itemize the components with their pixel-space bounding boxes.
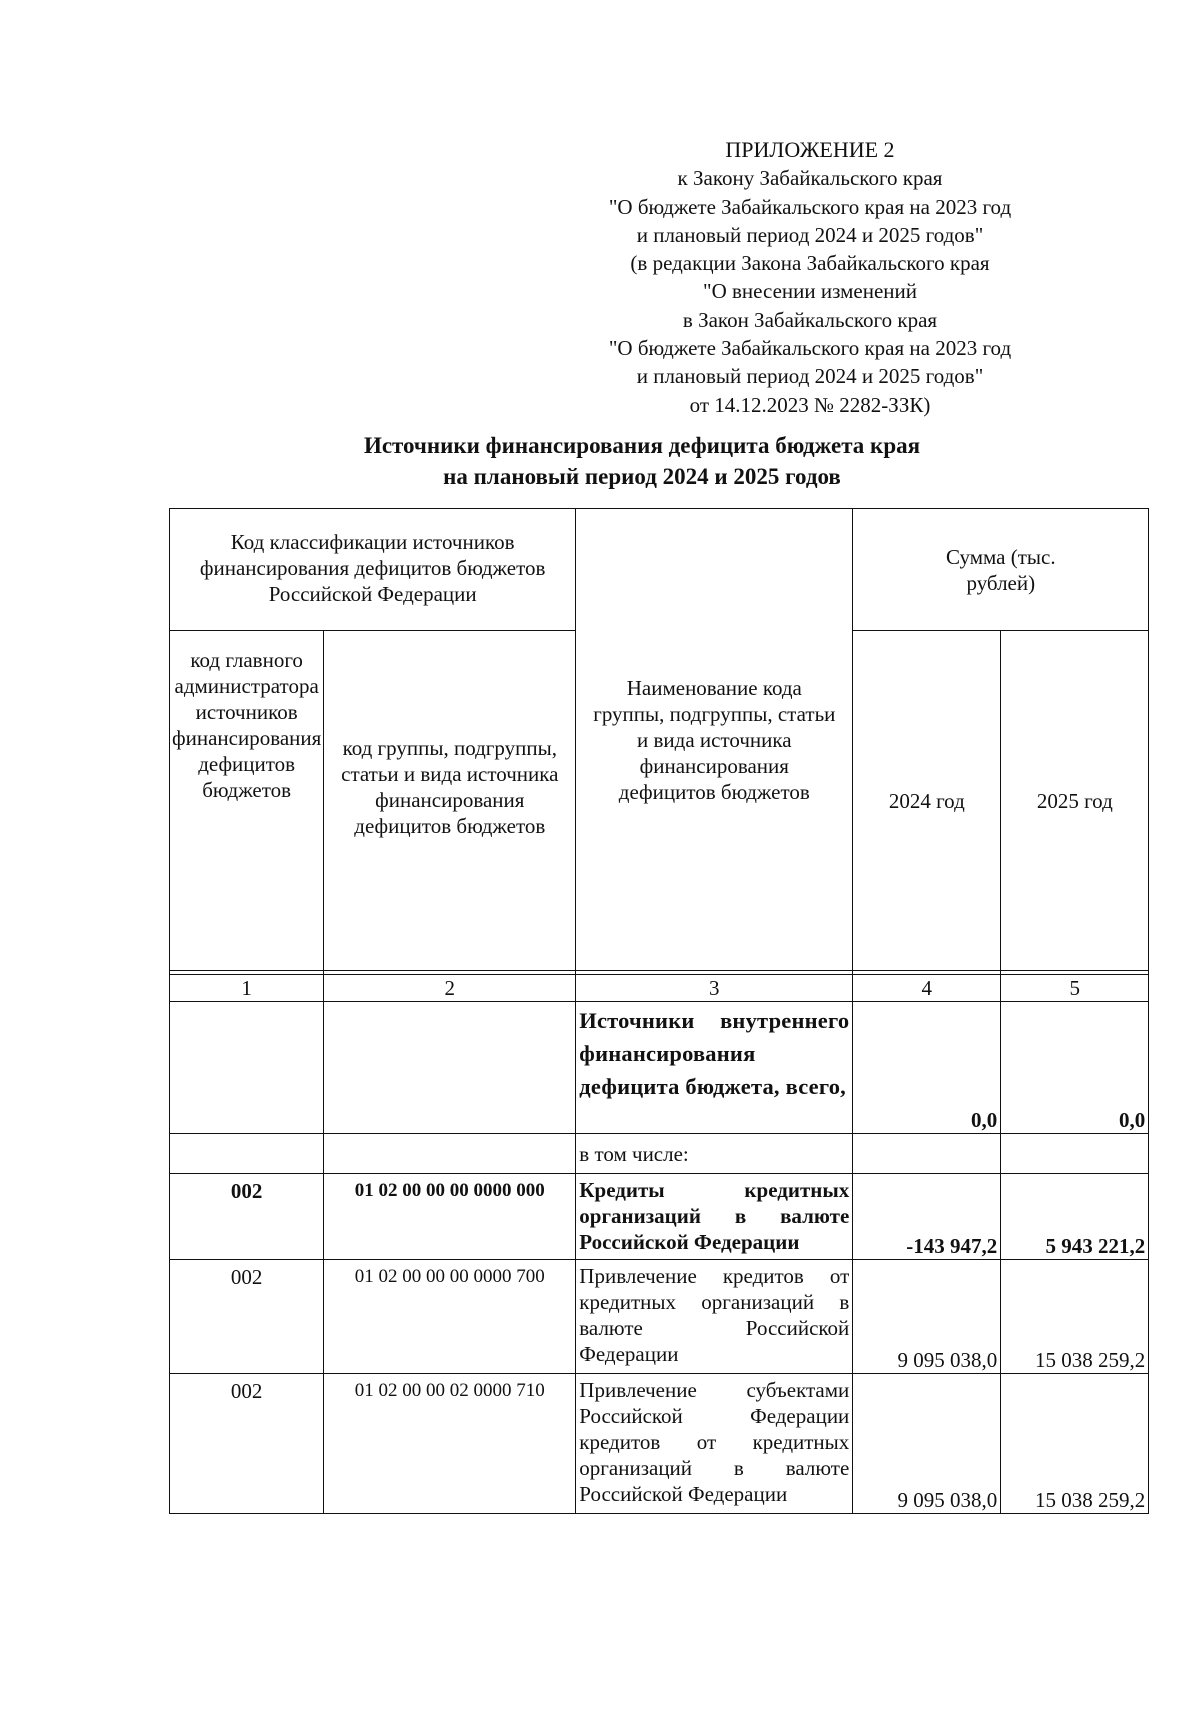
value-2025-cell: 5 943 221,2	[1001, 1174, 1149, 1260]
name-cell: Привлечение субъектами Российской Федерации кредитов от кредитных организаций в валюте Российской Федерации	[576, 1374, 853, 1514]
annex-line: "О внесении изменений	[703, 279, 917, 304]
group-code-cell: 01 02 00 00 00 0000 000	[324, 1174, 576, 1260]
annex-title: ПРИЛОЖЕНИЕ 2	[725, 137, 895, 162]
column-number: 4	[853, 975, 1001, 1002]
column-number: 3	[576, 975, 853, 1002]
group-code-cell	[324, 1002, 576, 1134]
document-title	[170, 430, 1114, 492]
admin-code-cell	[170, 1002, 324, 1134]
group-code-cell: 01 02 00 00 02 0000 710	[324, 1374, 576, 1514]
column-number: 2	[324, 975, 576, 1002]
value-2024-cell: 0,0	[853, 1002, 1001, 1134]
value-2024-cell	[853, 1134, 1001, 1174]
name-cell: Кредиты кредитных организаций в валюте Российской Федерации	[576, 1174, 853, 1260]
header-name: Наименование кода группы, подгруппы, статьи и вида источника финансирования дефицитов бюджетов	[576, 509, 853, 971]
table-row	[170, 1174, 1149, 1260]
document-title-line1: Источники финансирования дефицита бюджета края	[363, 433, 921, 458]
value-2025-cell: 0,0	[1001, 1002, 1149, 1134]
column-number: 1	[170, 975, 324, 1002]
header-classification: Код классификации источников финансирования дефицитов бюджетов Российской Федерации	[170, 509, 576, 631]
column-numbers-row	[170, 975, 1149, 1002]
table-row	[170, 1374, 1149, 1514]
name-cell: в том числе:	[576, 1134, 853, 1174]
admin-code-cell	[170, 1134, 324, 1174]
group-code-cell: 01 02 00 00 00 0000 700	[324, 1260, 576, 1374]
name-cell: Привлечение кредитов от кредитных организаций в валюте Российской Федерации	[576, 1260, 853, 1374]
name-cell: Источники внутреннего финансирования дефицита бюджета, всего,	[576, 1002, 853, 1134]
value-2025-cell	[1001, 1134, 1149, 1174]
header-year-2024: 2024 год	[853, 631, 1001, 971]
group-code-cell	[324, 1134, 576, 1174]
header-year-2025: 2025 год	[1001, 631, 1149, 971]
annex-line: в Закон Забайкальского края	[682, 307, 938, 332]
annex-line: и плановый период 2024 и 2025 годов"	[636, 222, 984, 247]
value-2024-cell: -143 947,2	[853, 1174, 1001, 1260]
header-sum: Сумма (тыс. рублей)	[853, 509, 1149, 631]
table-row	[170, 1134, 1149, 1174]
annex-line: от 14.12.2023 № 2282-ЗЗК)	[689, 392, 931, 417]
annex-line: "О бюджете Забайкальского края на 2023 год	[608, 194, 1012, 219]
header-admin-code: код главного администратора источников финансирования дефицитов бюджетов	[170, 631, 324, 971]
table-row	[170, 1260, 1149, 1374]
admin-code-cell: 002	[170, 1174, 324, 1260]
value-2025-cell: 15 038 259,2	[1001, 1260, 1149, 1374]
document-title-line2: на плановый период 2024 и 2025 годов	[443, 464, 841, 489]
header-row-1	[170, 509, 1149, 631]
admin-code-cell: 002	[170, 1374, 324, 1514]
annex-line: к Закону Забайкальского края	[677, 166, 943, 191]
annex-line: (в редакции Закона Забайкальского края	[630, 251, 990, 276]
table-row	[170, 1002, 1149, 1134]
annex-line: "О бюджете Забайкальского края на 2023 год	[608, 336, 1012, 361]
annex-line: и плановый период 2024 и 2025 годов"	[636, 364, 984, 389]
annex-block	[560, 136, 1060, 419]
financing-sources-table	[169, 508, 1149, 1514]
value-2024-cell: 9 095 038,0	[853, 1374, 1001, 1514]
value-2025-cell: 15 038 259,2	[1001, 1374, 1149, 1514]
value-2024-cell: 9 095 038,0	[853, 1260, 1001, 1374]
header-group-code: код группы, подгруппы, статьи и вида источника финансирования дефицитов бюджетов	[324, 631, 576, 971]
column-number: 5	[1001, 975, 1149, 1002]
admin-code-cell: 002	[170, 1260, 324, 1374]
